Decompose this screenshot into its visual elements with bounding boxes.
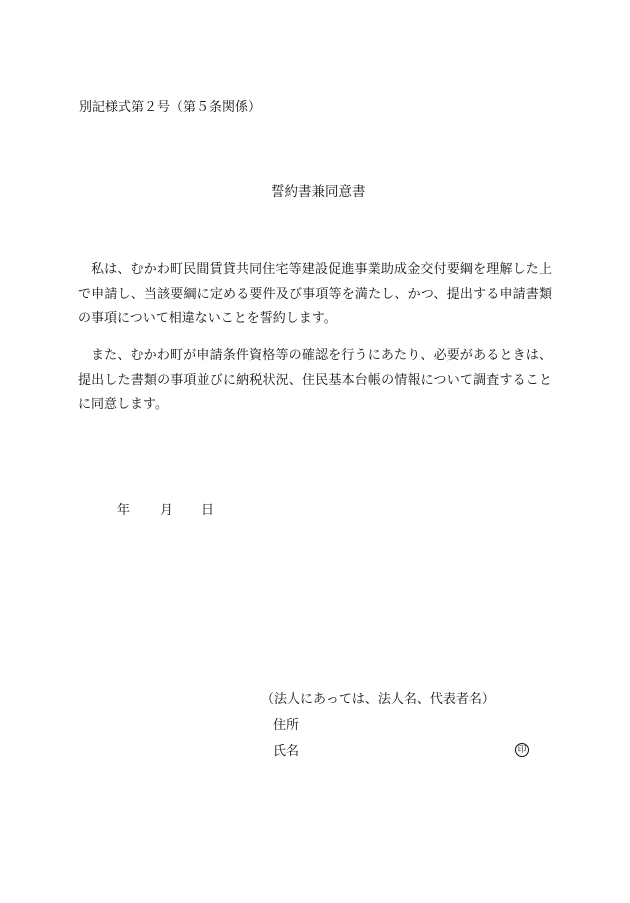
name-label: 氏名 — [273, 744, 300, 759]
form-number: 別記様式第２号（第５条関係） — [79, 100, 262, 115]
consent-paragraph: また、むかわ町が申請条件資格等の確認を行うにあたり、必要があるときは、提出した書類の事項並びに納税状況、住民基本台帳の情報について調査することに同意します。 — [78, 348, 552, 412]
pledge-paragraph: 私は、むかわ町民間賃貸共同住宅等建設促進事業助成金交付要綱を理解した上で申請し、当該要綱に定める要件及び事項等を満たし、かつ、提出する申請書類の事項について相違ないことを誓約します。 — [78, 262, 552, 326]
address-label: 住所 — [273, 718, 300, 733]
corporation-note: （法人にあっては、法人名、代表者名） — [261, 692, 495, 707]
seal-mark-icon: 印 — [515, 743, 529, 757]
date-year-label: 年 — [117, 503, 131, 518]
date-month-label: 月 — [160, 503, 174, 518]
date-day-label: 日 — [201, 503, 215, 518]
document-title: 誓約書兼同意書 — [271, 184, 366, 200]
